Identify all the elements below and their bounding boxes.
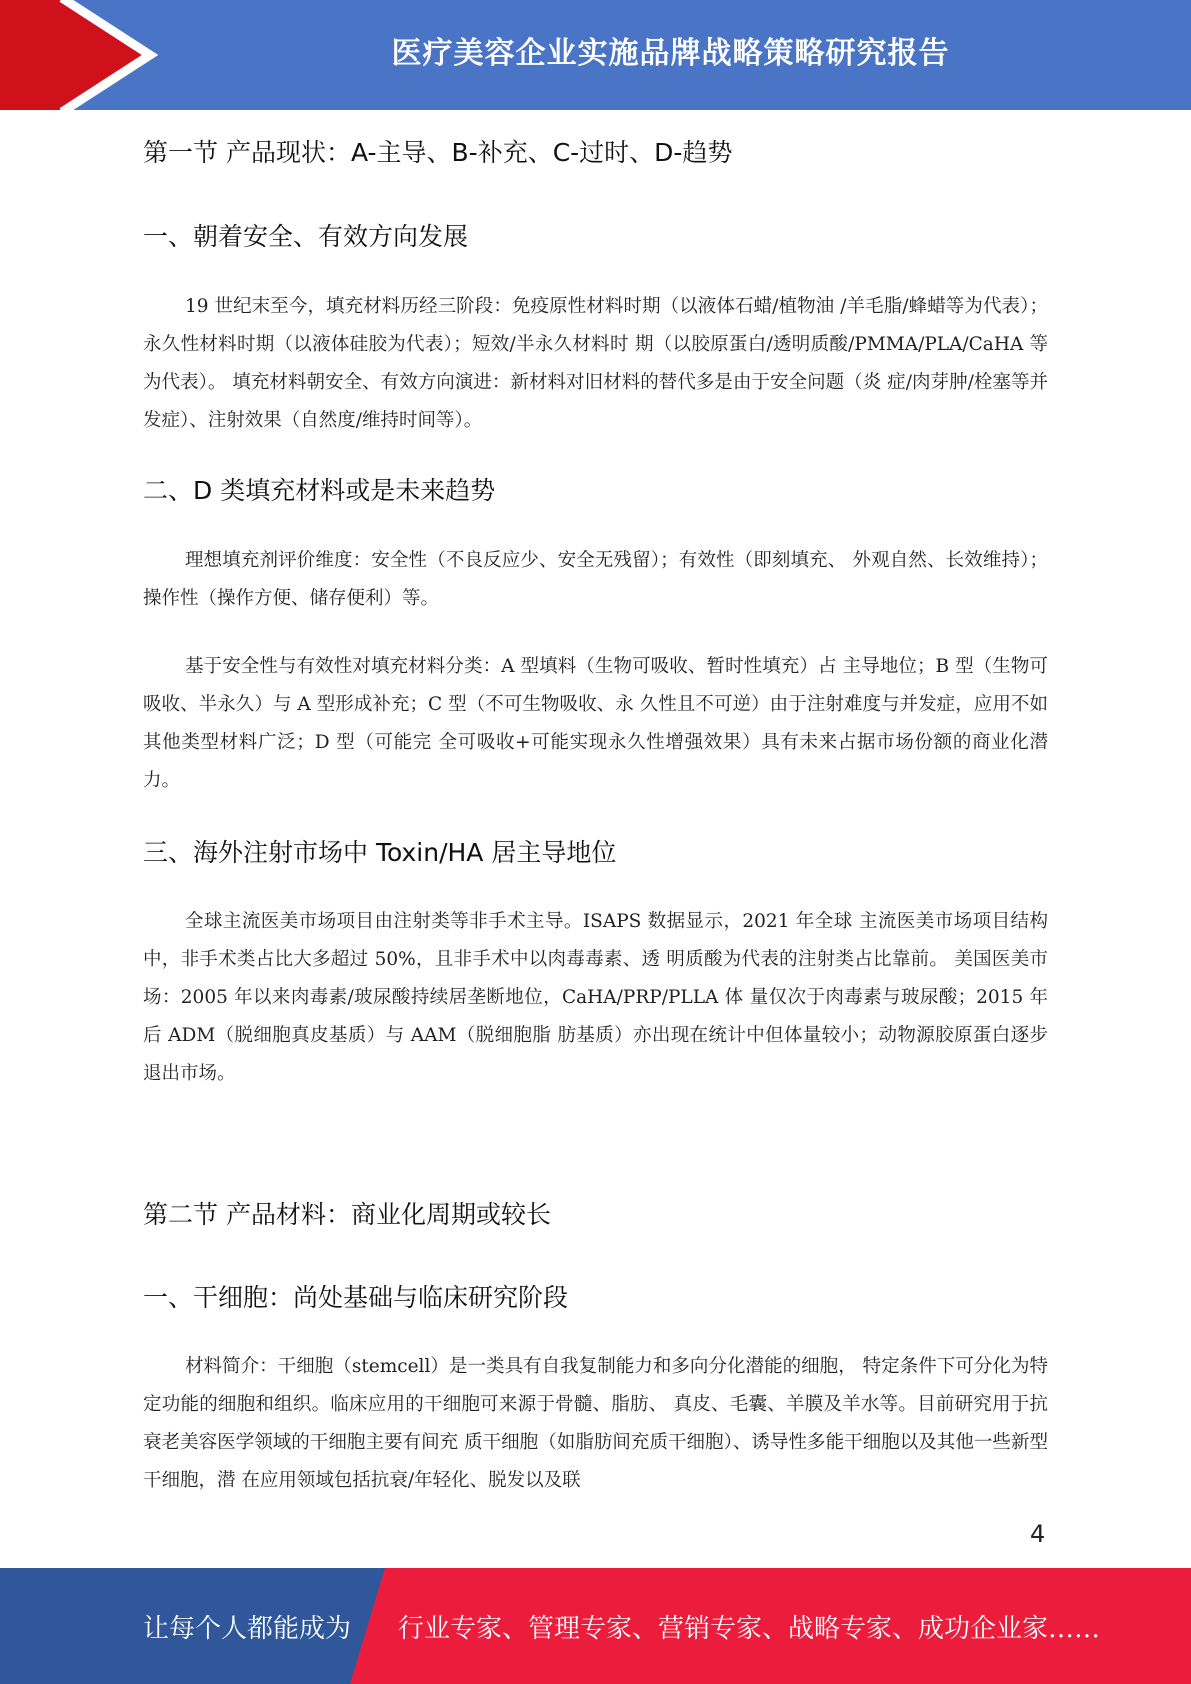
section1-sub3-heading: 三、海外注射市场中 Toxin/HA 居主导地位 bbox=[143, 838, 617, 867]
section1-sub2-paragraph1: 理想填充剂评价维度：安全性（不良反应少、安全无残留）；有效性（即刻填充、 外观自然、长效维持）；操作性（操作方便、储存便利）等。 bbox=[143, 550, 1048, 609]
page-number: 4 bbox=[1030, 1520, 1046, 1548]
section1-sub1-paragraph: 19 世纪末至今，填充材料历经三阶段：免疫原性材料时期（以液体石蜡/植物油 /羊毛脂/蜂蜡等为代表）；永久性材料时期（以液体硅胶为代表）；短效/半永久材料时 期（以胶原蛋白/透明质酸/PMMA/PLA/CaHA 等为代表）。 填充材料朝安全、有效方向演进：新材料对旧材料的替代多是由于安全问题（炎 症/肉芽肿/栓塞等并发症）、注射效果（自然度/维持时间等）。 bbox=[143, 296, 1048, 431]
section2-sub1-paragraph: 材料简介：干细胞（stemcell）是一类具有自我复制能力和多向分化潜能的细胞， 特定条件下可分化为特定功能的细胞和组织。临床应用的干细胞可来源于骨髓、脂肪、 真皮、毛囊、羊膜及羊水等。目前研究用于抗衰老美容医学领域的干细胞主要有间充 质干细胞（如脂肪间充质干细胞）、诱导性多能干细胞以及其他一些新型干细胞，潜 在应用领域包括抗衰/年轻化、脱发以及联 bbox=[143, 1356, 1048, 1491]
footer-slogan-left: 让每个人都能成为 bbox=[143, 1613, 352, 1644]
section1-title: 第一节 产品现状：A-主导、B-补充、C-过时、D-趋势 bbox=[143, 138, 733, 167]
footer-slogan-right: 行业专家、管理专家、营销专家、战略专家、成功企业家…… bbox=[398, 1613, 1101, 1644]
page-header bbox=[0, 0, 1191, 110]
section1-sub2-paragraph2: 基于安全性与有效性对填充材料分类：A 型填料（生物可吸收、暂时性填充）占 主导地位；B 型（生物可吸收、半永久）与 A 型形成补充；C 型（不可生物吸收、永 久性且不可逆）由于注射难度与并发症，应用不如其他类型材料广泛；D 型（可能完 全可吸收+可能实现永久性增强效果）具有未来占据市场份额的商业化潜力。 bbox=[143, 656, 1048, 791]
section1-sub1-heading: 一、朝着安全、有效方向发展 bbox=[143, 222, 469, 251]
section1-sub3-paragraph: 全球主流医美市场项目由注射类等非手术主导。ISAPS 数据显示，2021 年全球 主流医美市场项目结构中，非手术类占比大多超过 50%，且非手术中以肉毒毒素、透 明质酸为代表的注射类占比靠前。 美国医美市场：2005 年以来肉毒素/玻尿酸持续居垄断地位，CaHA/PRP/PLLA 体 量仅次于肉毒素与玻尿酸；2015 年后 ADM（脱细胞真皮基质）与 AAM（脱细胞脂 肪基质）亦出现在统计中但体量较小；动物源胶原蛋白逐步退出市场。 bbox=[143, 911, 1048, 1084]
section2-title: 第二节 产品材料：商业化周期或较长 bbox=[143, 1200, 551, 1229]
header-arrow-decoration bbox=[0, 0, 160, 110]
section2-sub1-heading: 一、干细胞：尚处基础与临床研究阶段 bbox=[143, 1283, 569, 1312]
section1-sub2-heading: 二、D 类填充材料或是未来趋势 bbox=[143, 476, 496, 505]
report-title: 医疗美容企业实施品牌战略策略研究报告 bbox=[391, 36, 950, 71]
page-footer bbox=[0, 1568, 1191, 1684]
